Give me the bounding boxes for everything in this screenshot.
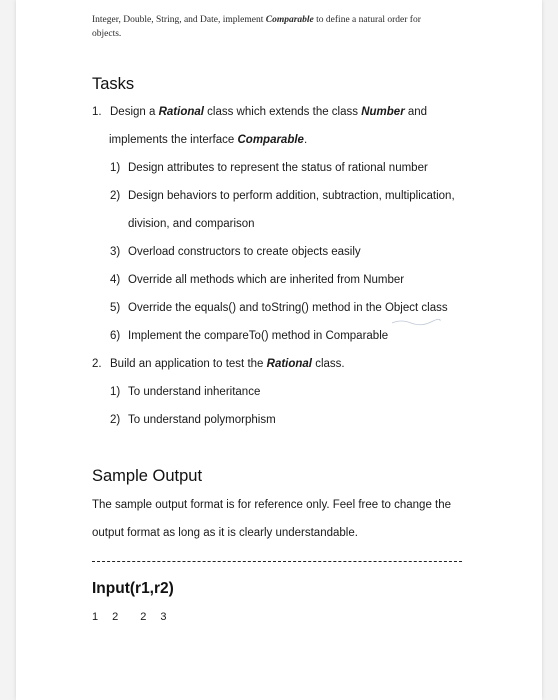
- input-values: [92, 611, 167, 623]
- task-1-text-h: .: [303, 134, 308, 146]
- dashed-divider: [92, 561, 462, 562]
- sub-text: Override all methods which are inherited from Number: [128, 274, 405, 286]
- input-value: 2: [140, 611, 147, 623]
- task-1-sub-6: [110, 330, 388, 342]
- intro-comparable: Comparable: [265, 15, 314, 25]
- sub-number: 1): [110, 162, 121, 174]
- task-2-sub-1: [110, 386, 260, 398]
- sub-text: Implement the compareTo() method in Comparable: [128, 330, 389, 342]
- sub-text: To understand inheritance: [128, 386, 261, 398]
- task-2-text-c: class.: [312, 358, 345, 370]
- sub-text: Design behaviors to perform addition, subtraction, multiplication,: [128, 190, 455, 202]
- tasks-heading: Tasks: [92, 75, 135, 93]
- task-2-sub-2: [110, 414, 276, 426]
- input-value: 1: [92, 611, 99, 623]
- sub-text: To understand polymorphism: [128, 414, 276, 426]
- task-1-number-class: Number: [361, 106, 405, 118]
- task-1-sub-2: [110, 190, 455, 202]
- sub-text: Design attributes to represent the status of rational number: [128, 162, 428, 174]
- sub-text: Overload constructors to create objects easily: [128, 246, 361, 258]
- sample-output-line-1: The sample output format is for reference only. Feel free to change the: [92, 499, 452, 511]
- task-1-rational: Rational: [158, 106, 204, 118]
- sub-number: 2): [110, 414, 121, 426]
- input-value: 3: [160, 611, 167, 623]
- task-1-sub-1: [110, 162, 428, 174]
- sample-output-line-2: output format as long as it is clearly understandable.: [92, 527, 358, 539]
- input-value: 2: [112, 611, 119, 623]
- task-1-line-2: [109, 134, 307, 146]
- sub-number: 4): [110, 274, 121, 286]
- input-heading: Input(r1,r2): [92, 580, 174, 597]
- intro-text-a: Integer, Double, String, and Date, implement: [92, 15, 266, 25]
- sub-text: Override the equals() and toString() method in the Object class: [128, 302, 448, 314]
- task-2-text-a: Build an application to test the: [110, 358, 267, 370]
- task-1-text-c: class which extends the class: [203, 106, 362, 118]
- task-1-number: 1.: [92, 106, 102, 118]
- intro-line-1: [92, 15, 421, 25]
- task-2-line: [92, 358, 345, 370]
- task-1-text-a: Design a: [110, 106, 159, 118]
- pen-mark-decoration: [391, 318, 441, 326]
- task-2-rational: Rational: [266, 358, 313, 370]
- intro-line-2: objects.: [92, 29, 122, 39]
- task-1-text-e: and: [404, 106, 428, 118]
- task-1-comparable: Comparable: [237, 134, 304, 146]
- task-1-sub-5: [110, 302, 448, 314]
- sub-number: 3): [110, 246, 121, 258]
- document-page: [16, 0, 542, 700]
- task-1-sub-2-cont: division, and comparison: [128, 218, 255, 230]
- sub-number: 2): [110, 190, 121, 202]
- sub-number: 1): [110, 386, 121, 398]
- task-1-line-1: [92, 106, 466, 118]
- task-1-text-f: implements the interface: [109, 134, 238, 146]
- sub-number: 6): [110, 330, 121, 342]
- sample-output-heading: Sample Output: [92, 467, 203, 485]
- task-1-sub-4: [110, 274, 404, 286]
- sub-number: 5): [110, 302, 121, 314]
- intro-text-c: to define a natural order for: [313, 15, 421, 25]
- task-2-number: 2.: [92, 358, 102, 370]
- task-1-sub-3: [110, 246, 361, 258]
